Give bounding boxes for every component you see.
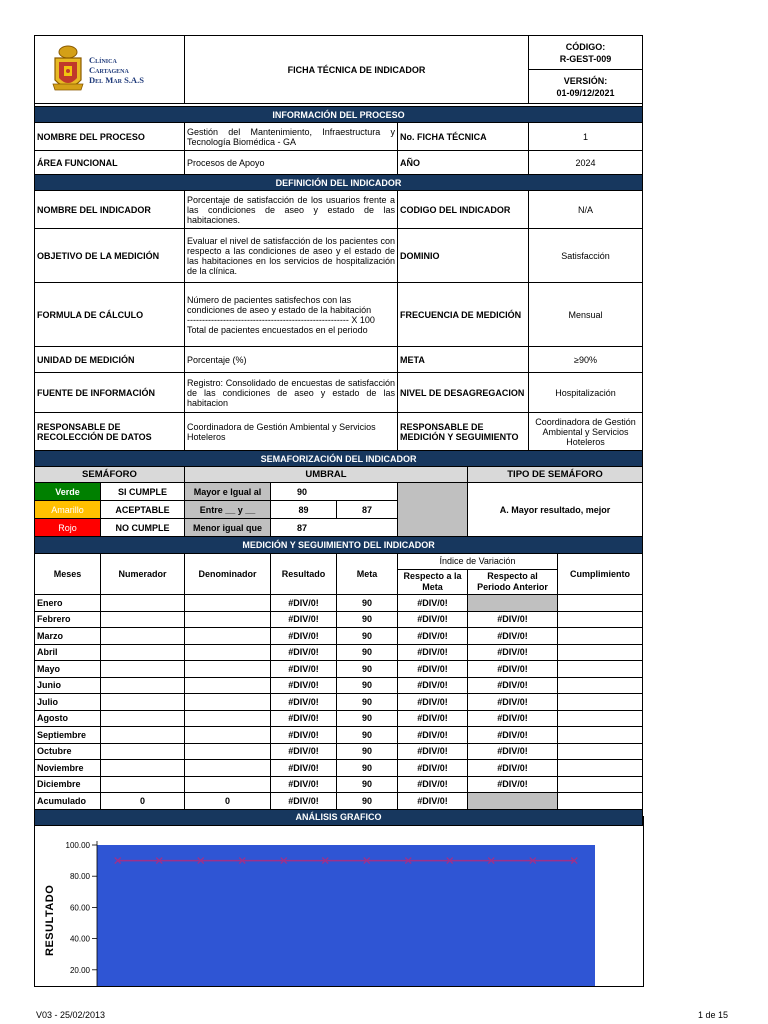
y-axis-label: RESULTADO bbox=[44, 884, 56, 956]
label-formula: FORMULA DE CÁLCULO bbox=[35, 283, 185, 347]
umbral-amarillo-min: 89 bbox=[271, 501, 337, 519]
table-row bbox=[35, 743, 643, 760]
label-nombre-proceso: NOMBRE DEL PROCESO bbox=[35, 123, 185, 151]
value-frecuencia: Mensual bbox=[529, 283, 643, 347]
section-band-definicion: DEFINICIÓN DEL INDICADOR bbox=[35, 175, 643, 191]
result-chart bbox=[35, 816, 643, 986]
denominador-cell bbox=[185, 760, 271, 777]
denominador-cell bbox=[185, 710, 271, 727]
cumplimiento-cell bbox=[558, 595, 643, 612]
version-cell bbox=[529, 70, 643, 104]
value-desagregacion: Hospitalización bbox=[529, 373, 643, 413]
semaforo-table bbox=[34, 450, 643, 537]
col-numerador: Numerador bbox=[101, 553, 185, 595]
meta-cell: 90 bbox=[337, 644, 398, 661]
month-name: Abril bbox=[35, 644, 101, 661]
respecto-periodo-cell bbox=[468, 595, 558, 612]
resultado-cell: #DIV/0! bbox=[271, 644, 337, 661]
respecto-meta-cell: #DIV/0! bbox=[398, 644, 468, 661]
label-codigo-indicador: CODIGO DEL INDICADOR bbox=[398, 191, 529, 229]
y-tick-label: 60.00 bbox=[69, 903, 90, 913]
value-nombre-proceso: Gestión del Mantenimiento, Infraestructura y Tecnología Biomédica - GA bbox=[185, 123, 398, 151]
y-tick-label: 80.00 bbox=[69, 872, 90, 882]
estado-no-cumple: NO CUMPLE bbox=[101, 519, 185, 537]
label-area: ÁREA FUNCIONAL bbox=[35, 151, 185, 175]
meta-cell: 90 bbox=[337, 776, 398, 793]
code-value: R-GEST-009 bbox=[559, 53, 612, 64]
respecto-periodo-cell: #DIV/0! bbox=[468, 776, 558, 793]
code-cell bbox=[529, 36, 643, 70]
cumplimiento-cell bbox=[558, 677, 643, 694]
numerador-cell bbox=[101, 595, 185, 612]
month-name: Mayo bbox=[35, 661, 101, 678]
resultado-cell: #DIV/0! bbox=[271, 793, 337, 810]
respecto-periodo-cell: #DIV/0! bbox=[468, 710, 558, 727]
numerador-cell bbox=[101, 727, 185, 744]
respecto-meta-cell: #DIV/0! bbox=[398, 776, 468, 793]
denominador-cell bbox=[185, 628, 271, 645]
label-unidad: UNIDAD DE MEDICIÓN bbox=[35, 347, 185, 373]
label-ficha: No. FICHA TÉCNICA bbox=[398, 123, 529, 151]
denominador-cell bbox=[185, 644, 271, 661]
table-row bbox=[35, 793, 643, 810]
numerador-cell bbox=[101, 611, 185, 628]
estado-aceptable: ACEPTABLE bbox=[101, 501, 185, 519]
resultado-cell: #DIV/0! bbox=[271, 661, 337, 678]
numerador-cell: 0 bbox=[101, 793, 185, 810]
umbral-verde: 90 bbox=[271, 483, 398, 501]
respecto-meta-cell: #DIV/0! bbox=[398, 694, 468, 711]
month-name: Febrero bbox=[35, 611, 101, 628]
semaforo-amarillo: Amarillo bbox=[35, 501, 101, 519]
table-row bbox=[35, 694, 643, 711]
respecto-periodo-cell: #DIV/0! bbox=[468, 611, 558, 628]
resultado-cell: #DIV/0! bbox=[271, 760, 337, 777]
y-tick-label: 100.00 bbox=[65, 841, 90, 850]
section-band-medicion: MEDICIÓN Y SEGUIMIENTO DEL INDICADOR bbox=[35, 537, 643, 554]
resultado-cell: #DIV/0! bbox=[271, 727, 337, 744]
logo-cell bbox=[35, 36, 185, 104]
col-respecto-meta: Respecto a la Meta bbox=[398, 570, 468, 595]
umbral-amarillo-max: 87 bbox=[337, 501, 398, 519]
cumplimiento-cell bbox=[558, 743, 643, 760]
numerador-cell bbox=[101, 694, 185, 711]
resultado-cell: #DIV/0! bbox=[271, 743, 337, 760]
tipo-semaforo-value: A. Mayor resultado, mejor bbox=[468, 483, 643, 537]
month-name: Diciembre bbox=[35, 776, 101, 793]
cumplimiento-cell bbox=[558, 694, 643, 711]
resultado-cell: #DIV/0! bbox=[271, 694, 337, 711]
col-meses: Meses bbox=[35, 553, 101, 595]
value-codigo-indicador: N/A bbox=[529, 191, 643, 229]
month-name: Octubre bbox=[35, 743, 101, 760]
y-tick-label: 20.00 bbox=[69, 965, 90, 975]
table-row bbox=[35, 776, 643, 793]
label-fuente: FUENTE DE INFORMACIÓN bbox=[35, 373, 185, 413]
label-resp-recoleccion: RESPONSABLE DE RECOLECCIÓN DE DATOS bbox=[35, 413, 185, 451]
estado-si-cumple: SI CUMPLE bbox=[101, 483, 185, 501]
criterio-entre: Entre __ y __ bbox=[185, 501, 271, 519]
formula-denominator: Total de pacientes encuestados en el periodo bbox=[187, 324, 368, 335]
col-cumplimiento: Cumplimiento bbox=[558, 553, 643, 595]
month-name: Agosto bbox=[35, 710, 101, 727]
value-nombre-indicador: Porcentaje de satisfacción de los usuarios frente a las condiciones de aseo y estado de las habitaciones. bbox=[185, 191, 398, 229]
col-respecto-periodo: Respecto al Periodo Anterior bbox=[468, 570, 558, 595]
meta-cell: 90 bbox=[337, 760, 398, 777]
cumplimiento-cell bbox=[558, 710, 643, 727]
resultado-cell: #DIV/0! bbox=[271, 611, 337, 628]
value-resp-recoleccion: Coordinadora de Gestión Ambiental y Servicios Hoteleros bbox=[185, 413, 398, 451]
criterio-mayor: Mayor e Igual al bbox=[185, 483, 271, 501]
month-name: Julio bbox=[35, 694, 101, 711]
col-meta: Meta bbox=[337, 553, 398, 595]
meta-cell: 90 bbox=[337, 710, 398, 727]
label-objetivo: OBJETIVO DE LA MEDICIÓN bbox=[35, 229, 185, 283]
label-meta: META bbox=[398, 347, 529, 373]
value-unidad: Porcentaje (%) bbox=[185, 347, 398, 373]
col-denominador: Denominador bbox=[185, 553, 271, 595]
cumplimiento-cell bbox=[558, 611, 643, 628]
value-formula bbox=[185, 283, 398, 347]
col-resultado: Resultado bbox=[271, 553, 337, 595]
respecto-periodo-cell: #DIV/0! bbox=[468, 644, 558, 661]
month-name: Septiembre bbox=[35, 727, 101, 744]
page-title: FICHA TÉCNICA DE INDICADOR bbox=[185, 36, 529, 104]
month-name: Enero bbox=[35, 595, 101, 612]
formula-divider: ------------------------------------------------------ X 100 bbox=[187, 314, 375, 325]
footer-page: 1 de 15 bbox=[698, 1010, 729, 1020]
denominador-cell bbox=[185, 677, 271, 694]
resultado-cell: #DIV/0! bbox=[271, 628, 337, 645]
table-row bbox=[35, 595, 643, 612]
denominador-cell bbox=[185, 694, 271, 711]
y-tick-label: 40.00 bbox=[69, 934, 90, 944]
respecto-meta-cell: #DIV/0! bbox=[398, 611, 468, 628]
col-semaforo: SEMÁFORO bbox=[35, 467, 185, 483]
table-row bbox=[35, 611, 643, 628]
cumplimiento-cell bbox=[558, 644, 643, 661]
meta-cell: 90 bbox=[337, 628, 398, 645]
indicator-table bbox=[34, 35, 643, 451]
respecto-periodo-cell: #DIV/0! bbox=[468, 677, 558, 694]
meta-cell: 90 bbox=[337, 677, 398, 694]
respecto-meta-cell: #DIV/0! bbox=[398, 743, 468, 760]
respecto-periodo-cell bbox=[468, 793, 558, 810]
month-name: Junio bbox=[35, 677, 101, 694]
section-band-proceso: INFORMACIÓN DEL PROCESO bbox=[35, 107, 643, 123]
denominador-cell bbox=[185, 727, 271, 744]
value-area: Procesos de Apoyo bbox=[185, 151, 398, 175]
month-name: Marzo bbox=[35, 628, 101, 645]
cumplimiento-cell bbox=[558, 628, 643, 645]
version-label: VERSIÓN: bbox=[563, 75, 608, 86]
numerador-cell bbox=[101, 661, 185, 678]
numerador-cell bbox=[101, 628, 185, 645]
numerador-cell bbox=[101, 710, 185, 727]
umbral-blank bbox=[398, 483, 468, 537]
denominador-cell bbox=[185, 595, 271, 612]
denominador-cell: 0 bbox=[185, 793, 271, 810]
respecto-meta-cell: #DIV/0! bbox=[398, 710, 468, 727]
meta-cell: 90 bbox=[337, 661, 398, 678]
cumplimiento-cell bbox=[558, 793, 643, 810]
respecto-periodo-cell: #DIV/0! bbox=[468, 694, 558, 711]
label-frecuencia: FRECUENCIA DE MEDICIÓN bbox=[398, 283, 529, 347]
indicator-sheet bbox=[34, 35, 642, 826]
cumplimiento-cell bbox=[558, 727, 643, 744]
value-objetivo: Evaluar el nivel de satisfacción de los pacientes con respecto a las condiciones de aseo y el estado de las habitaciones en los servicios de hospitalización de la clínica. bbox=[185, 229, 398, 283]
col-indice-variacion: Índice de Variación bbox=[398, 553, 558, 570]
month-name: Acumulado bbox=[35, 793, 101, 810]
medicion-table bbox=[34, 536, 643, 826]
semaforo-verde: Verde bbox=[35, 483, 101, 501]
numerador-cell bbox=[101, 760, 185, 777]
clinic-logo-icon bbox=[51, 44, 85, 96]
label-anio: AÑO bbox=[398, 151, 529, 175]
denominador-cell bbox=[185, 776, 271, 793]
table-row bbox=[35, 677, 643, 694]
resultado-cell: #DIV/0! bbox=[271, 595, 337, 612]
table-row bbox=[35, 760, 643, 777]
respecto-meta-cell: #DIV/0! bbox=[398, 661, 468, 678]
numerador-cell bbox=[101, 644, 185, 661]
month-name: Noviembre bbox=[35, 760, 101, 777]
formula-numerator: Número de pacientes satisfechos con las condiciones de aseo y estado de la habitación bbox=[187, 294, 372, 315]
numerador-cell bbox=[101, 743, 185, 760]
label-resp-medicion: RESPONSABLE DE MEDICIÓN Y SEGUIMIENTO bbox=[398, 413, 529, 451]
logo-text: Clínica Cartagena Del Mar S.A.S bbox=[89, 54, 144, 85]
value-meta: ≥90% bbox=[529, 347, 643, 373]
cumplimiento-cell bbox=[558, 760, 643, 777]
respecto-meta-cell: #DIV/0! bbox=[398, 760, 468, 777]
respecto-meta-cell: #DIV/0! bbox=[398, 628, 468, 645]
respecto-meta-cell: #DIV/0! bbox=[398, 677, 468, 694]
umbral-rojo: 87 bbox=[271, 519, 398, 537]
resultado-cell: #DIV/0! bbox=[271, 776, 337, 793]
respecto-periodo-cell: #DIV/0! bbox=[468, 760, 558, 777]
col-umbral: UMBRAL bbox=[185, 467, 468, 483]
value-ficha: 1 bbox=[529, 123, 643, 151]
meta-cell: 90 bbox=[337, 694, 398, 711]
col-tipo-semaforo: TIPO DE SEMÁFORO bbox=[468, 467, 643, 483]
footer-version: V03 - 25/02/2013 bbox=[36, 1010, 106, 1020]
numerador-cell bbox=[101, 776, 185, 793]
code-label: CÓDIGO: bbox=[565, 41, 606, 52]
denominador-cell bbox=[185, 661, 271, 678]
meta-cell: 90 bbox=[337, 611, 398, 628]
value-resp-medicion: Coordinadora de Gestión Ambiental y Servicios Hoteleros bbox=[529, 413, 643, 451]
denominador-cell bbox=[185, 743, 271, 760]
numerador-cell bbox=[101, 677, 185, 694]
analisis-chart bbox=[34, 816, 644, 987]
denominador-cell bbox=[185, 611, 271, 628]
respecto-periodo-cell: #DIV/0! bbox=[468, 743, 558, 760]
table-row bbox=[35, 644, 643, 661]
semaforo-rojo: Rojo bbox=[35, 519, 101, 537]
label-desagregacion: NIVEL DE DESAGREGACION bbox=[398, 373, 529, 413]
resultado-cell: #DIV/0! bbox=[271, 677, 337, 694]
respecto-meta-cell: #DIV/0! bbox=[398, 727, 468, 744]
label-nombre-indicador: NOMBRE DEL INDICADOR bbox=[35, 191, 185, 229]
cumplimiento-cell bbox=[558, 661, 643, 678]
criterio-menor: Menor igual que bbox=[185, 519, 271, 537]
meta-cell: 90 bbox=[337, 793, 398, 810]
meta-cell: 90 bbox=[337, 727, 398, 744]
version-value: 01-09/12/2021 bbox=[556, 87, 615, 98]
label-dominio: DOMINIO bbox=[398, 229, 529, 283]
value-anio: 2024 bbox=[529, 151, 643, 175]
value-fuente: Registro: Consolidado de encuestas de satisfacción de las condiciones de aseo y estado de las habitacion bbox=[185, 373, 398, 413]
value-dominio: Satisfacción bbox=[529, 229, 643, 283]
cumplimiento-cell bbox=[558, 776, 643, 793]
respecto-meta-cell: #DIV/0! bbox=[398, 793, 468, 810]
table-row bbox=[35, 710, 643, 727]
resultado-cell: #DIV/0! bbox=[271, 710, 337, 727]
respecto-meta-cell: #DIV/0! bbox=[398, 595, 468, 612]
table-row bbox=[35, 661, 643, 678]
meta-cell: 90 bbox=[337, 595, 398, 612]
table-row bbox=[35, 628, 643, 645]
respecto-periodo-cell: #DIV/0! bbox=[468, 727, 558, 744]
plot-area bbox=[97, 845, 595, 986]
respecto-periodo-cell: #DIV/0! bbox=[468, 628, 558, 645]
section-band-analisis: ANÁLISIS GRAFICO bbox=[35, 809, 643, 826]
meta-cell: 90 bbox=[337, 743, 398, 760]
respecto-periodo-cell: #DIV/0! bbox=[468, 661, 558, 678]
table-row bbox=[35, 727, 643, 744]
section-band-semaforizacion: SEMAFORIZACIÓN DEL INDICADOR bbox=[35, 451, 643, 467]
